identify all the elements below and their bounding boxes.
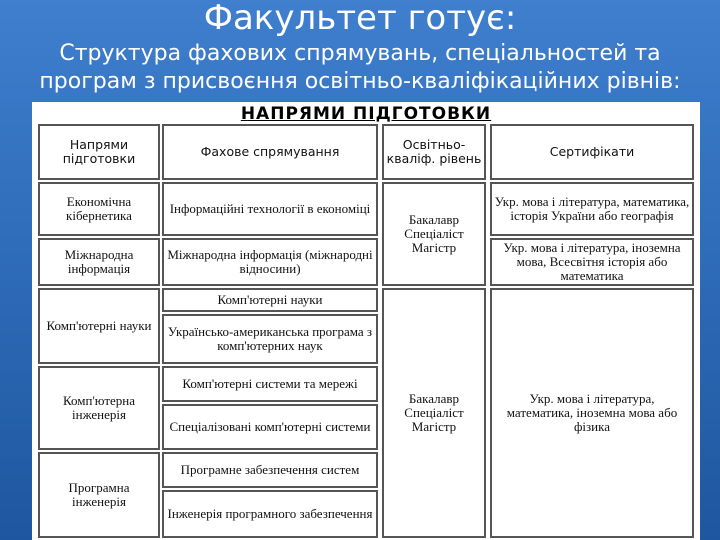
direction-cell: Комп'ютерна інженерія <box>38 366 160 450</box>
level-cell-upper: Бакалавр Спеціаліст Магістр <box>382 182 486 286</box>
direction-cell: Програмна інженерія <box>38 452 160 538</box>
specialization-cell: Спеціалізовані комп'ютерні системи <box>162 404 378 450</box>
slide-subtitle <box>0 40 720 96</box>
specialization-cell: Комп'ютерні системи та мережі <box>162 366 378 402</box>
direction-cell: Міжнародна інформація <box>38 238 160 286</box>
direction-cell: Економічна кібернетика <box>38 182 160 236</box>
specialization-cell: Міжнародна інформація (міжнародні відносини) <box>162 238 378 286</box>
certificate-cell: Укр. мова і література, іноземна мова, Всесвітня історія або математика <box>490 238 694 286</box>
table-heading: НАПРЯМИ ПІДГОТОВКИ <box>240 104 492 124</box>
header-certificates: Сертифікати <box>490 124 694 180</box>
specialization-cell: Українсько-американська програма з комп'ютерних наук <box>162 314 378 364</box>
certificate-cell: Укр. мова і література, математика, іноземна мова або фізика <box>490 288 694 538</box>
slide-title: Факультет готує: <box>203 0 517 38</box>
direction-cell: Комп'ютерні науки <box>38 288 160 364</box>
specialization-cell: Програмне забезпечення систем <box>162 452 378 488</box>
header-specialization: Фахове спрямування <box>162 124 378 180</box>
specialization-cell: Інформаційні технології в економіці <box>162 182 378 236</box>
subtitle-line-1: Структура фахових спрямувань, спеціальностей та <box>59 41 661 66</box>
specialization-cell: Комп'ютерні науки <box>162 288 378 312</box>
header-direction: Напрями підготовки <box>38 124 160 180</box>
scanned-table-sheet <box>32 102 700 540</box>
subtitle-line-2: програм з присвоєння освітньо-кваліфікаційних рівнів: <box>39 69 681 94</box>
certificate-cell: Укр. мова і література, математика, історія України або географія <box>490 182 694 236</box>
level-cell-lower: Бакалавр Спеціаліст Магістр <box>382 288 486 538</box>
header-level: Освітньо-кваліф. рівень <box>382 124 486 180</box>
specialization-cell: Інженерія програмного забезпечення <box>162 490 378 538</box>
